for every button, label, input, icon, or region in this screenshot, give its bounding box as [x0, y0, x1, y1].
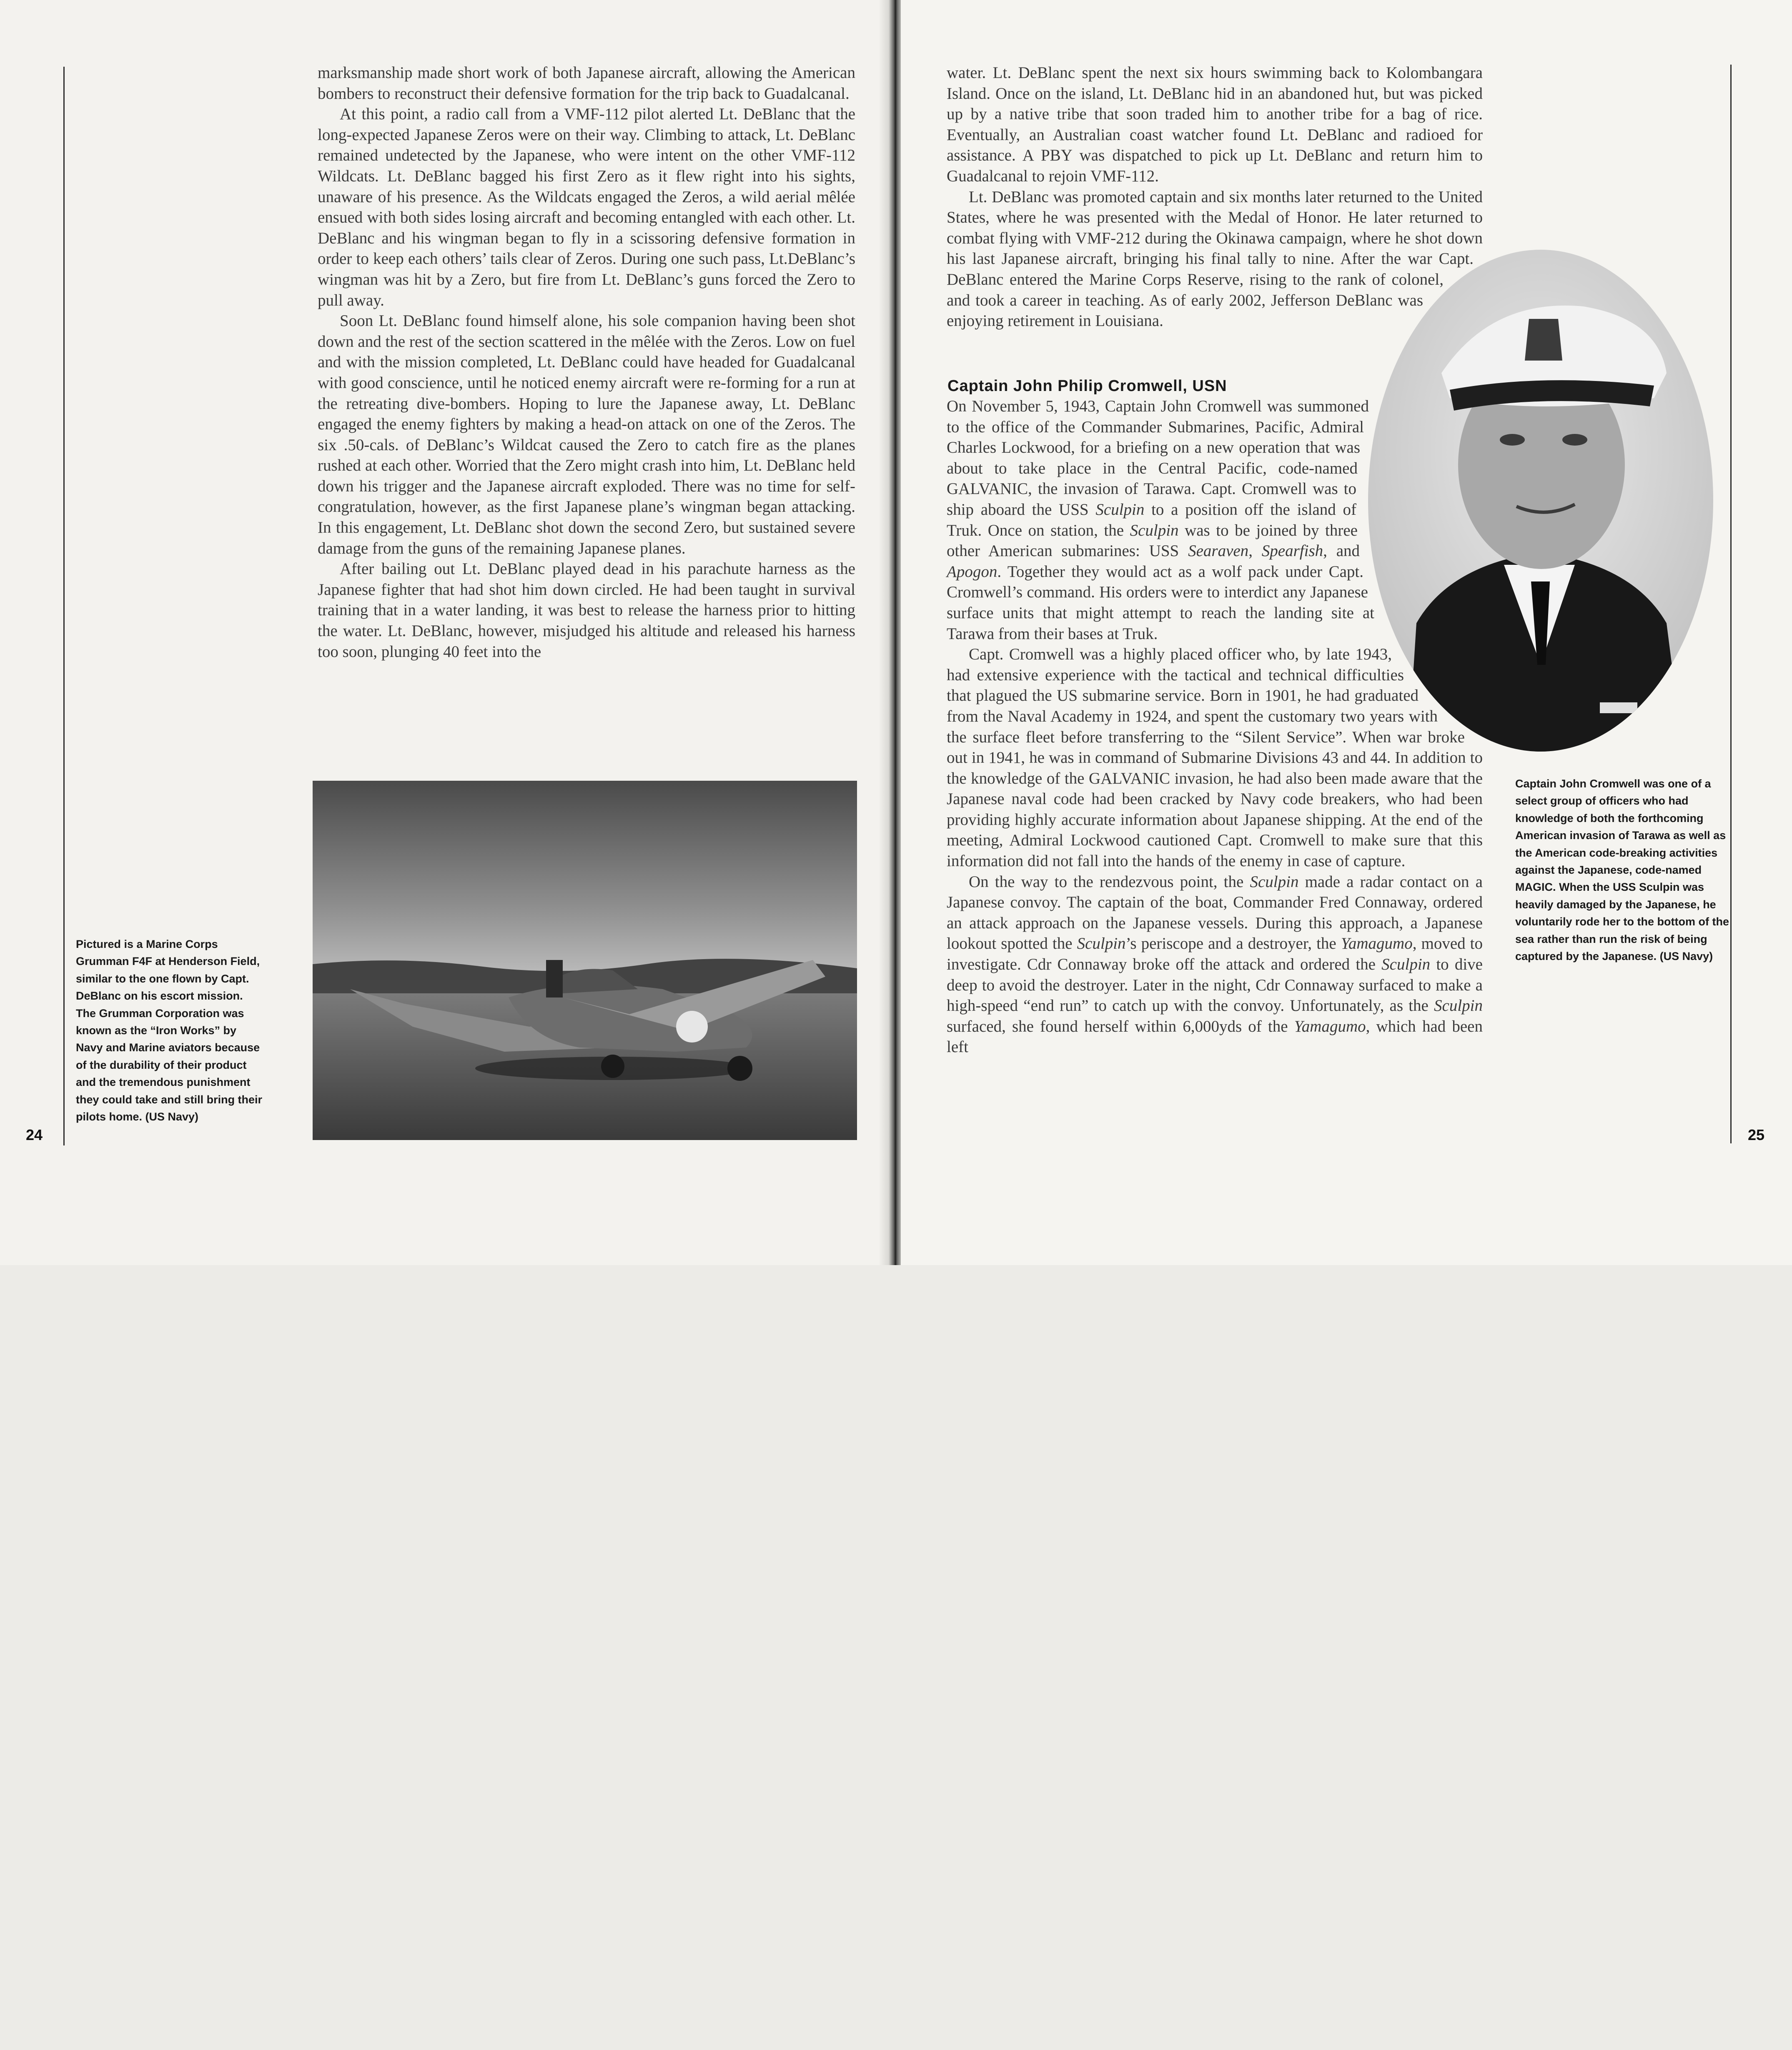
text-wrap-spacer [1419, 685, 1483, 706]
text-wrap-spacer [1474, 248, 1483, 269]
text-wrap-spacer [1369, 396, 1483, 417]
paragraph: On November 5, 1943, Captain John Cromwell was summoned to the office of the Commander Submarines, Pacific, Admiral Charles Lockwood, for a briefing on a new operation that was about to take place in the Central Pacific, code-named GALVANIC, the invasion of Tarawa. Capt. Cromwell was to ship aboard the USS Sculpin to a position off the island of Truk. Once on station, the Sculpin was to be joined by three other American submarines: USS Searaven, Spearfish, and Apogon. Together they would act as a wolf pack under Capt. Cromwell’s command. His orders were to interdict any Japanese surface units that might attempt to reach the landing site at Tarawa from their bases at Truk. [947, 397, 1374, 643]
left-photo-caption: Pictured is a Marine Corps Grumman F4F at Henderson Field, similar to the one flown by Capt. DeBlanc on his escort mission. The Grumman Corporation was known as the “Iron Works” by Navy and Marine aviators because of the durability of their product and the tremendous punishment they could take and still bring their pilots home. (US Navy) [76, 938, 263, 1123]
right-photo-caption: Captain John Cromwell was one of a select group of officers who had knowledge of both the forthcoming American invasion of Tarawa as well as the American code-breaking activities against the Japanese, code-named MAGIC. When the USS Sculpin was heavily damaged by the Japanese, he voluntarily rode her to the bottom of the sea rather than run the risk of being captured by the Japanese. (US Navy) [1515, 777, 1729, 963]
paragraph: At this point, a radio call from a VMF-112 pilot alerted Lt. DeBlanc that the long-expected Japanese Zeros were on their way. Climbing to attack, Lt. DeBlanc remained undetected by the Japanese, who were intent on the other VMF-112 Wildcats. Lt. DeBlanc bagged his first Zero as it flew right into his sights, unaware of his presence. As the Wildcats engaged the Zeros, a wild aerial mêlée ensued with both sides losing aircraft and becoming entangled with each other. Lt. DeBlanc and his wingman began to fly in a scissoring defensive formation in order to keep each others’ tails clear of Zeros. During one such pass, Lt.DeBlanc’s wingman was hit by a Zero, but fire from Lt. DeBlanc’s guns forced the Zero to pull away. [318, 105, 855, 309]
grumman-f4f-photo [313, 781, 857, 1140]
paragraph: Soon Lt. DeBlanc found himself alone, his sole companion having been shot down and the rest of the section scattered in the mêlée with the Zeros. Low on fuel and with the mission completed, Lt. DeBlanc could have headed for Guadalcanal with good conscience, until he noticed enemy aircraft were re-forming for a run at the retreating dive-bombers. Hoping to lure the Japanese away, Lt. DeBlanc engaged the enemy fighters by making a head-on attack on one of the Zeros. The six .50-cals. of DeBlanc’s Wildcat caused the Zero to catch fire as the planes rushed at each other. Worried that the Zero might crash into him, Lt. DeBlanc held down his trigger and the Japanese aircraft exploded. There was no time for self-congratulation, however, as the first Japanese plane’s wingman began attacking. In this engagement, Lt. DeBlanc shot down the second Zero, but sustained severe damage from the guns of the remaining Japanese planes. [318, 312, 855, 557]
paragraph: marksmanship made short work of both Japanese aircraft, allowing the American bombers to reconstruct their defensive formation for the trip back to Guadalcanal. [318, 64, 855, 103]
paragraph: Capt. Cromwell was a highly placed officer who, by late 1943, had extensive experience with the tactical and technical difficulties that plagued the US submarine service. Born in 1901, he had graduated from the Naval Academy in 1924, and spent the customary two years with the surface fleet before transferring to the “Silent Service”. When war broke out in 1941, he was in command of Submarine Divisions 43 and 44. In addition to the knowledge of the GALVANIC invasion, he had also been made aware that the Japanese naval code had been cracked by Navy code breakers, who had been providing highly accurate information about Japanese shipping. At the end of the meeting, Admiral Lockwood cautioned Capt. Cromwell to make sure that this information did not fall into the hands of the enemy in case of capture. [947, 645, 1483, 870]
text-wrap-spacer [1395, 331, 1483, 352]
text-wrap-spacer [1384, 352, 1483, 373]
text-wrap-spacer [1423, 290, 1483, 311]
left-page [0, 0, 891, 1265]
page-number: 25 [1748, 1126, 1765, 1143]
paragraph: Lt. DeBlanc was promoted captain and six months later returned to the United States, where he was presented with the Medal of Honor. He later returned to combat flying with VMF-212 during the Okinawa campaign, where he shot down his last Japanese aircraft, bringing his final tally to nine. After the war Capt. DeBlanc entered the Marine Corps Reserve, rising to the rank of colonel, and took a career in teaching. As of early 2002, Jefferson DeBlanc was enjoying retirement in Louisiana. [947, 188, 1483, 330]
text-wrap-spacer [1360, 541, 1483, 561]
text-wrap-spacer [1465, 727, 1483, 748]
text-wrap-spacer [1392, 644, 1483, 665]
page-number: 24 [26, 1126, 43, 1143]
ribbon-bar [1600, 702, 1637, 713]
text-wrap-spacer [1364, 417, 1483, 438]
text-wrap-spacer [1368, 582, 1483, 603]
text-wrap-spacer [1444, 269, 1483, 290]
paragraph: water. Lt. DeBlanc spent the next six hours swimming back to Kolombangara Island. Once on the island, Lt. DeBlanc hid in an abandoned hut, but was picked up by a native tribe that soon traded him to another tribe for a bag of rice. Eventually, an Australian coast watcher found Lt. DeBlanc and radioed for assistance. A PBY was dispatched to pick up Lt. DeBlanc and return him to Guadalcanal to rejoin VMF-112. [947, 64, 1483, 185]
right-page [901, 0, 1792, 1265]
cap-badge [1525, 319, 1562, 361]
text-wrap-spacer [1382, 624, 1483, 644]
text-wrap-spacer [1376, 373, 1483, 393]
text-wrap-spacer [1407, 311, 1483, 331]
section-heading: Captain John Philip Cromwell, USN [947, 377, 1227, 395]
text-wrap-spacer [1356, 479, 1483, 499]
text-wrap-spacer [1404, 665, 1483, 686]
right-margin-rule [1730, 65, 1732, 1143]
left-margin-rule [63, 67, 65, 1145]
right-body-text-continued [947, 396, 1483, 2050]
text-wrap-spacer [1363, 561, 1483, 582]
pilot-figure [546, 960, 563, 997]
text-wrap-spacer [1358, 520, 1483, 541]
paragraph: After bailing out Lt. DeBlanc played dead in his parachute harness as the Japanese fighter that had shot him down circled. He had been taught in survival training that in a water landing, it was best to release the harness prior to hitting the water. Lt. DeBlanc, however, misjudged his altitude and released his harness too soon, plunging 40 feet into the [318, 560, 855, 661]
paragraph: On the way to the rendezvous point, the Sculpin made a radar contact on a Japanese convoy. The captain of the boat, Commander Fred Connaway, ordered an attack approach on the Japanese vessels. During this approach, a Japanese lookout spotted the Sculpin’s periscope and a destroyer, the Yamagumo, moved to investigate. Cdr Connaway broke off the attack and ordered the Sculpin to dive deep to avoid the destroyer. Later in the night, Cdr Connaway surfaced to make a high-speed “end run” to catch up with the convoy. Unfortunately, as the Sculpin surfaced, she found herself within 6,000yds of the Yamagumo, which had been left [947, 872, 1483, 1056]
text-wrap-spacer [1360, 437, 1483, 458]
text-wrap-spacer [1356, 499, 1483, 520]
text-wrap-spacer [1358, 458, 1483, 479]
left-body-text [318, 63, 855, 662]
text-wrap-spacer [1374, 603, 1483, 624]
star-insignia [676, 1011, 708, 1043]
text-wrap-spacer [1438, 706, 1483, 727]
